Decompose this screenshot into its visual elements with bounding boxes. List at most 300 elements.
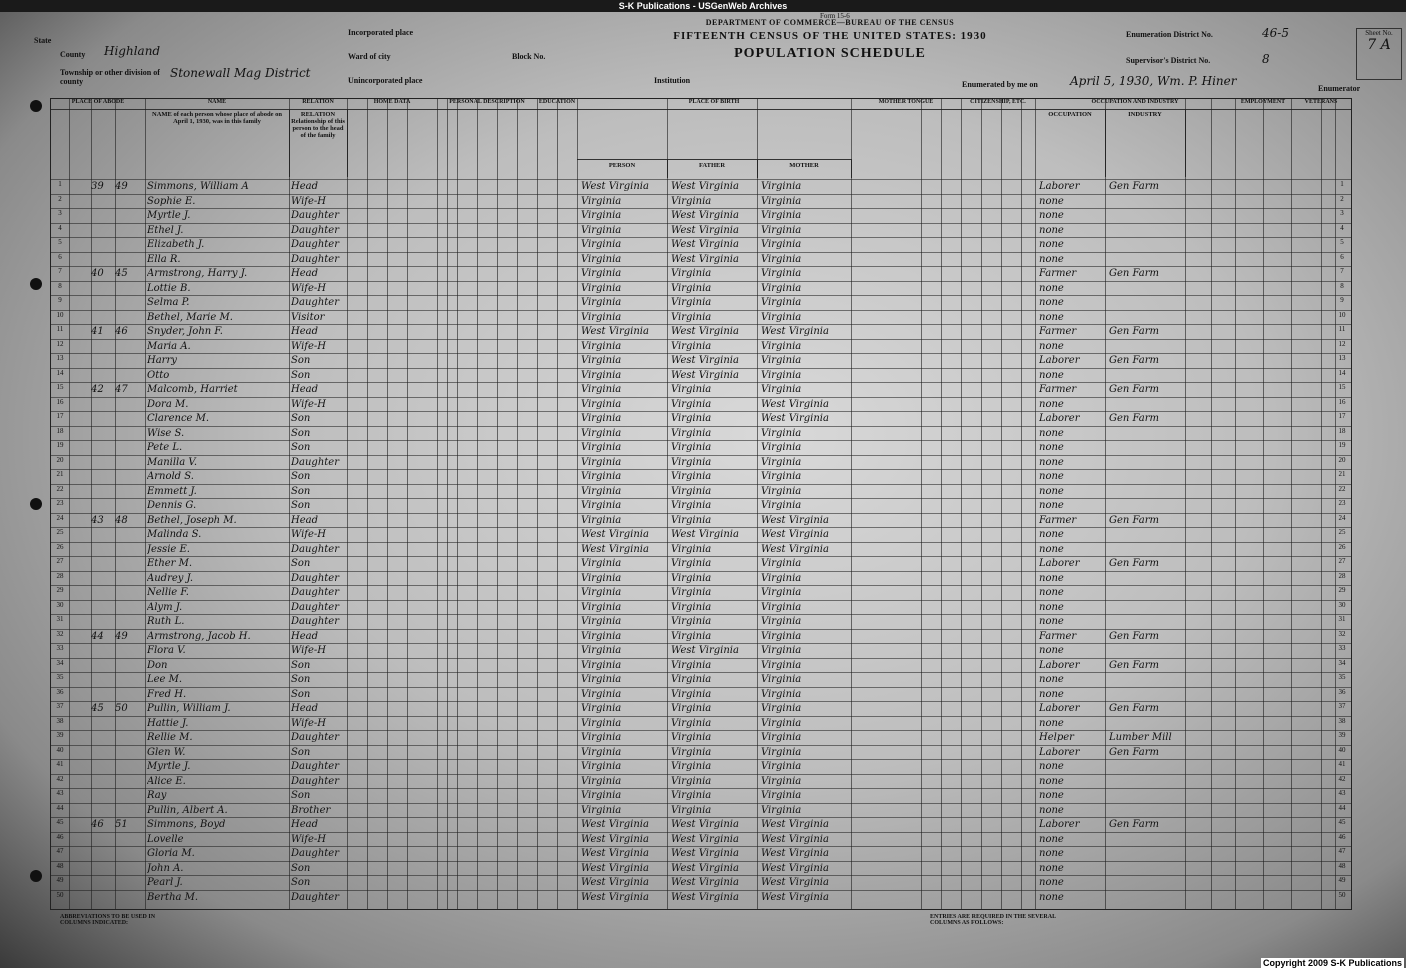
unincorporated-label: Unincorporated place: [348, 76, 423, 85]
cell-fp: Virginia: [671, 442, 712, 453]
cell-fp: Virginia: [671, 485, 712, 497]
cell-name: Fred H.: [147, 688, 187, 700]
cell-bp: Virginia: [581, 717, 622, 729]
cell-name: Alym J.: [147, 601, 183, 613]
cell-dw: 44: [91, 630, 104, 642]
line-number-right: 39: [1338, 731, 1346, 739]
line-number: 11: [56, 325, 64, 333]
copyright-notice: Copyright 2009 S-K Publications: [1262, 958, 1402, 968]
cell-fam: 51: [115, 819, 128, 830]
table-row: [51, 832, 1351, 848]
cell-name: Elizabeth J.: [147, 239, 205, 250]
cell-name: Lovelle: [147, 833, 184, 845]
cell-mp: Virginia: [761, 703, 802, 714]
grid-line: [1021, 99, 1022, 909]
table-row: [51, 281, 1351, 297]
line-number-right: 34: [1338, 658, 1346, 667]
cell-rel: Son: [291, 674, 311, 685]
cell-ind: Gen Farm: [1109, 413, 1160, 424]
cell-rel: Son: [291, 500, 311, 511]
cell-fp: Virginia: [671, 500, 712, 511]
line-number-right: 25: [1338, 528, 1346, 536]
cell-occ: none: [1039, 775, 1064, 787]
table-row: [51, 295, 1351, 311]
cell-bp: Virginia: [581, 659, 622, 671]
cell-fp: Virginia: [671, 601, 712, 613]
line-number-right: 45: [1338, 818, 1346, 826]
cell-fp: West Virginia: [671, 848, 739, 859]
grid-line: [91, 99, 92, 909]
cell-bp: West Virginia: [581, 326, 649, 337]
grid-line: [537, 99, 538, 909]
table-row: [51, 701, 1351, 717]
cell-bp: West Virginia: [581, 891, 649, 903]
cell-name: Selma P.: [147, 297, 190, 308]
cell-name: Glen W.: [147, 746, 186, 758]
cell-occ: none: [1039, 224, 1064, 236]
cell-name: John A.: [147, 862, 184, 874]
cell-fp: Virginia: [671, 775, 712, 787]
cell-mp: Virginia: [761, 224, 802, 236]
cell-dw: 41: [91, 326, 104, 337]
grid-line: [1321, 99, 1322, 909]
cell-rel: Daughter: [291, 891, 339, 903]
cell-bp: Virginia: [581, 616, 622, 627]
grid-line: [1211, 99, 1212, 909]
group-education: EDUCATION: [537, 99, 577, 110]
entries-heading: ENTRIES ARE REQUIRED IN THE SEVERAL COLUMNS AS FOLLOWS:: [930, 914, 1056, 926]
cell-bp: Virginia: [581, 485, 622, 497]
line-number-right: 33: [1338, 644, 1346, 652]
line-number: 22: [56, 484, 64, 493]
line-number: 36: [56, 687, 64, 696]
cell-name: Bethel, Marie M.: [147, 311, 233, 323]
cell-fp: West Virginia: [671, 891, 739, 903]
grid-line: [1185, 99, 1186, 909]
cell-fam: 48: [115, 514, 128, 526]
table-row: [51, 310, 1351, 326]
cell-name: Jessie E.: [147, 543, 190, 555]
block-label: Block No.: [512, 52, 546, 61]
column-head-industry-text: INDUSTRY: [1128, 111, 1162, 118]
cell-ind: Gen Farm: [1109, 384, 1160, 395]
group-personal-description: PERSONAL DESCRIPTION: [437, 99, 537, 110]
township-value: Stonewall Mag District: [170, 66, 311, 80]
cell-bp: Virginia: [581, 790, 622, 801]
grid-line: [497, 99, 498, 909]
cell-bp: Virginia: [581, 456, 622, 468]
cell-fam: 49: [115, 181, 128, 192]
cell-mp: Virginia: [761, 732, 802, 743]
grid-line: [1291, 99, 1292, 909]
column-head-relation-text: RELATION Relationship of this person to the head of the family: [291, 111, 345, 139]
table-row: [51, 890, 1351, 906]
cell-fp: West Virginia: [671, 181, 739, 192]
cell-occ: Laborer: [1039, 703, 1080, 714]
line-number-right: 44: [1338, 803, 1346, 812]
line-number-right: 4: [1340, 223, 1344, 232]
line-number: 3: [58, 209, 62, 217]
cell-occ: none: [1039, 601, 1064, 613]
line-number-right: 3: [1340, 209, 1344, 217]
cell-name: Emmett J.: [147, 485, 197, 497]
cell-bp: Virginia: [581, 775, 622, 787]
cell-bp: Virginia: [581, 297, 622, 308]
cell-occ: none: [1039, 688, 1064, 700]
cell-bp: Virginia: [581, 427, 622, 439]
cell-mp: Virginia: [761, 659, 802, 671]
enum-district-value: 46-5: [1262, 26, 1289, 40]
cell-name: Nellie F.: [147, 587, 189, 598]
table-row: [51, 716, 1351, 732]
line-number: 34: [56, 658, 64, 667]
cell-fp: West Virginia: [671, 645, 739, 656]
cell-occ: none: [1039, 456, 1064, 468]
cell-rel: Brother: [291, 804, 331, 816]
cell-dw: 39: [91, 181, 104, 192]
cell-fp: Virginia: [671, 572, 712, 584]
cell-rel: Son: [291, 659, 311, 671]
column-head-relation: [289, 109, 348, 177]
grid-line: [477, 99, 478, 909]
line-number: 19: [56, 441, 64, 449]
line-number: 28: [56, 571, 64, 580]
cell-bp: Virginia: [581, 587, 622, 598]
line-number-right: 21: [1338, 470, 1346, 478]
cell-rel: Daughter: [291, 210, 339, 221]
line-number: 46: [56, 832, 64, 841]
cell-mp: West Virginia: [761, 514, 829, 526]
cell-mp: Virginia: [761, 311, 802, 323]
table-row: [51, 223, 1351, 239]
cell-fp: West Virginia: [671, 877, 739, 888]
cell-bp: Virginia: [581, 369, 622, 381]
cell-bp: Virginia: [581, 558, 622, 569]
line-number-right: 49: [1338, 876, 1346, 884]
cell-name: Dennis G.: [147, 500, 197, 511]
table-row: [51, 237, 1351, 253]
cell-bp: Virginia: [581, 398, 622, 410]
cell-name: Malinda S.: [147, 529, 202, 540]
table-row: [51, 759, 1351, 775]
grid-line: [851, 99, 852, 909]
line-number-right: 22: [1338, 484, 1346, 493]
cell-bp: West Virginia: [581, 529, 649, 540]
grid-line: [981, 99, 982, 909]
cell-rel: Daughter: [291, 253, 339, 265]
cell-rel: Son: [291, 369, 311, 381]
group-citizenship: CITIZENSHIP, ETC.: [961, 99, 1035, 110]
column-head-birth-mother-text: MOTHER: [789, 162, 819, 169]
line-number: 49: [56, 876, 64, 884]
column-head-birth-father-text: FATHER: [698, 162, 726, 169]
column-head-name: [145, 109, 290, 177]
grid-line: [145, 99, 146, 909]
cell-fp: Virginia: [671, 659, 712, 671]
table-row: [51, 324, 1351, 340]
group-employment: EMPLOYMENT: [1235, 99, 1291, 110]
enumerated-label: Enumerated by me on: [962, 80, 1038, 89]
line-number-right: 37: [1338, 702, 1346, 710]
cell-rel: Head: [291, 703, 319, 714]
grid-line: [577, 99, 578, 909]
cell-occ: none: [1039, 790, 1064, 801]
cell-bp: Virginia: [581, 746, 622, 758]
cell-fam: 46: [115, 326, 128, 337]
line-number: 27: [56, 557, 64, 565]
cell-occ: none: [1039, 877, 1064, 888]
cell-rel: Son: [291, 427, 311, 439]
cell-fp: Virginia: [671, 398, 712, 410]
line-number: 48: [56, 861, 64, 870]
column-head-occupation: [1035, 109, 1106, 177]
cell-mp: Virginia: [761, 384, 802, 395]
cell-rel: Daughter: [291, 587, 339, 598]
cell-fp: Virginia: [671, 732, 712, 743]
cell-mp: Virginia: [761, 630, 802, 642]
cell-mp: Virginia: [761, 587, 802, 598]
enumerated-value: April 5, 1930, Wm. P. Hiner: [1070, 74, 1237, 88]
cell-fp: West Virginia: [671, 529, 739, 540]
cell-mp: West Virginia: [761, 891, 829, 903]
sheet-number-value: 7 A: [1367, 37, 1391, 53]
line-number-right: 17: [1338, 412, 1346, 420]
cell-rel: Son: [291, 688, 311, 700]
line-number-right: 27: [1338, 557, 1346, 565]
cell-mp: Virginia: [761, 355, 802, 366]
binder-hole: [30, 100, 42, 112]
table-row: [51, 687, 1351, 703]
grid-line: [407, 99, 408, 909]
line-number-right: 50: [1338, 890, 1346, 899]
line-number-right: 48: [1338, 861, 1346, 870]
department-title: DEPARTMENT OF COMMERCE—BUREAU OF THE CENSUS: [705, 18, 955, 27]
enumerator-label: Enumerator: [1318, 84, 1361, 93]
line-number: 30: [56, 600, 64, 609]
cell-name: Dora M.: [147, 398, 189, 410]
cell-bp: Virginia: [581, 413, 622, 424]
line-number: 25: [56, 528, 64, 536]
column-head-birth-person: [577, 159, 668, 178]
cell-bp: West Virginia: [581, 819, 649, 830]
grid-line: [667, 99, 668, 909]
cell-name: Bethel, Joseph M.: [147, 514, 237, 526]
line-number-right: 38: [1338, 716, 1346, 725]
enum-district-label: Enumeration District No.: [1126, 30, 1213, 39]
cell-fp: Virginia: [671, 587, 712, 598]
cell-fam: 45: [115, 268, 128, 279]
cell-bp: Virginia: [581, 645, 622, 656]
cell-occ: none: [1039, 195, 1064, 207]
cell-name: Harry: [147, 355, 177, 366]
cell-rel: Daughter: [291, 456, 339, 468]
cell-mp: Virginia: [761, 340, 802, 352]
cell-fp: Virginia: [671, 543, 712, 555]
cell-fp: Virginia: [671, 384, 712, 395]
cell-rel: Daughter: [291, 732, 339, 743]
cell-bp: Virginia: [581, 514, 622, 526]
cell-fp: Virginia: [671, 717, 712, 729]
table-row: [51, 484, 1351, 500]
grid-line: [1035, 99, 1036, 909]
grid-line: [961, 99, 962, 909]
table-row: [51, 875, 1351, 891]
line-number: 33: [56, 644, 64, 652]
cell-fp: Virginia: [671, 703, 712, 714]
cell-rel: Wife-H: [291, 529, 327, 540]
cell-occ: Laborer: [1039, 355, 1080, 366]
table-row: [51, 614, 1351, 630]
cell-bp: Virginia: [581, 630, 622, 642]
cell-bp: Virginia: [581, 572, 622, 584]
cell-occ: none: [1039, 369, 1064, 381]
cell-fam: 49: [115, 630, 128, 642]
group-mother-tongue: MOTHER TONGUE: [851, 99, 961, 110]
cell-name: Snyder, John F.: [147, 326, 223, 337]
cell-mp: Virginia: [761, 746, 802, 758]
cell-bp: West Virginia: [581, 543, 649, 555]
cell-occ: Farmer: [1039, 384, 1077, 395]
line-number: 12: [56, 339, 64, 348]
cell-occ: none: [1039, 674, 1064, 685]
cell-mp: Virginia: [761, 282, 802, 294]
line-number: 10: [56, 310, 64, 319]
line-number-right: 29: [1338, 586, 1346, 594]
cell-fam: 50: [115, 703, 128, 714]
population-table: [50, 98, 1352, 910]
cell-fp: Virginia: [671, 471, 712, 482]
table-row: [51, 368, 1351, 384]
cell-fp: Virginia: [671, 674, 712, 685]
cell-ind: Gen Farm: [1109, 746, 1160, 758]
cell-fp: Virginia: [671, 688, 712, 700]
table-row: [51, 426, 1351, 442]
cell-ind: Gen Farm: [1109, 659, 1160, 671]
cell-bp: West Virginia: [581, 862, 649, 874]
line-number-right: 41: [1338, 760, 1346, 768]
cell-rel: Wife-H: [291, 717, 327, 729]
cell-name: Clarence M.: [147, 413, 210, 424]
table-row: [51, 353, 1351, 369]
table-row: [51, 788, 1351, 804]
binder-hole: [30, 498, 42, 510]
cell-rel: Daughter: [291, 239, 339, 250]
cell-mp: West Virginia: [761, 819, 829, 830]
cell-rel: Head: [291, 326, 319, 337]
cell-name: Armstrong, Jacob H.: [147, 630, 251, 642]
table-row: [51, 585, 1351, 601]
cell-fp: West Virginia: [671, 862, 739, 874]
line-number: 44: [56, 803, 64, 812]
cell-bp: Virginia: [581, 804, 622, 816]
cell-mp: Virginia: [761, 485, 802, 497]
cell-occ: none: [1039, 297, 1064, 308]
line-number-right: 6: [1340, 252, 1344, 261]
line-number-right: 7: [1340, 267, 1344, 275]
group-veterans: VETERANS: [1291, 99, 1351, 110]
cell-fp: West Virginia: [671, 833, 739, 845]
cell-rel: Son: [291, 413, 311, 424]
line-number-right: 5: [1340, 238, 1344, 246]
cell-mp: West Virginia: [761, 877, 829, 888]
cell-ind: Gen Farm: [1109, 181, 1160, 192]
grid-line: [1105, 99, 1106, 909]
group-name: NAME: [145, 99, 289, 110]
table-row: [51, 411, 1351, 427]
table-row: [51, 513, 1351, 529]
cell-ind: Gen Farm: [1109, 326, 1160, 337]
cell-occ: none: [1039, 485, 1064, 497]
cell-fp: Virginia: [671, 761, 712, 772]
line-number: 6: [58, 252, 62, 261]
grid-line: [447, 99, 448, 909]
line-number-right: 10: [1338, 310, 1346, 319]
binder-hole: [30, 870, 42, 882]
cell-mp: Virginia: [761, 674, 802, 685]
table-row: [51, 266, 1351, 282]
cell-occ: none: [1039, 833, 1064, 845]
line-number: 5: [58, 238, 62, 246]
cell-rel: Son: [291, 790, 311, 801]
cell-name: Ella R.: [147, 253, 181, 265]
line-number-right: 46: [1338, 832, 1346, 841]
cell-occ: none: [1039, 253, 1064, 265]
line-number: 18: [56, 426, 64, 435]
table-row: [51, 803, 1351, 819]
cell-name: Wise S.: [147, 427, 185, 439]
cell-dw: 42: [91, 384, 104, 395]
cell-mp: Virginia: [761, 601, 802, 613]
cell-rel: Daughter: [291, 543, 339, 555]
sheet-number-label: Sheet No.: [1365, 29, 1393, 37]
cell-fp: West Virginia: [671, 224, 739, 236]
schedule-title: POPULATION SCHEDULE: [734, 46, 926, 61]
line-number: 4: [58, 223, 62, 232]
cell-mp: Virginia: [761, 442, 802, 453]
cell-mp: Virginia: [761, 297, 802, 308]
cell-bp: Virginia: [581, 688, 622, 700]
cell-rel: Son: [291, 877, 311, 888]
cell-name: Malcomb, Harriet: [147, 384, 238, 395]
line-number: 16: [56, 397, 64, 406]
ward-label: Ward of city: [348, 52, 391, 61]
table-row: [51, 730, 1351, 746]
cell-bp: West Virginia: [581, 848, 649, 859]
line-number: 20: [56, 455, 64, 464]
grid-line: [437, 99, 438, 909]
cell-occ: Farmer: [1039, 268, 1077, 279]
grid-line: [69, 99, 70, 909]
line-number: 35: [56, 673, 64, 681]
group-place-of-birth: PLACE OF BIRTH: [577, 99, 851, 110]
cell-occ: none: [1039, 616, 1064, 627]
cell-mp: Virginia: [761, 500, 802, 511]
grid-line: [921, 99, 922, 909]
cell-mp: Virginia: [761, 645, 802, 656]
line-number: 50: [56, 890, 64, 899]
county-value: Highland: [104, 44, 161, 58]
township-label: Township or other division of county: [60, 68, 160, 86]
table-row: [51, 629, 1351, 645]
cell-mp: Virginia: [761, 558, 802, 569]
line-number-right: 40: [1338, 745, 1346, 754]
cell-occ: none: [1039, 471, 1064, 482]
cell-fp: Virginia: [671, 195, 712, 207]
cell-name: Sophie E.: [147, 195, 196, 207]
cell-mp: Virginia: [761, 181, 802, 192]
cell-occ: none: [1039, 862, 1064, 874]
line-number: 42: [56, 774, 64, 783]
